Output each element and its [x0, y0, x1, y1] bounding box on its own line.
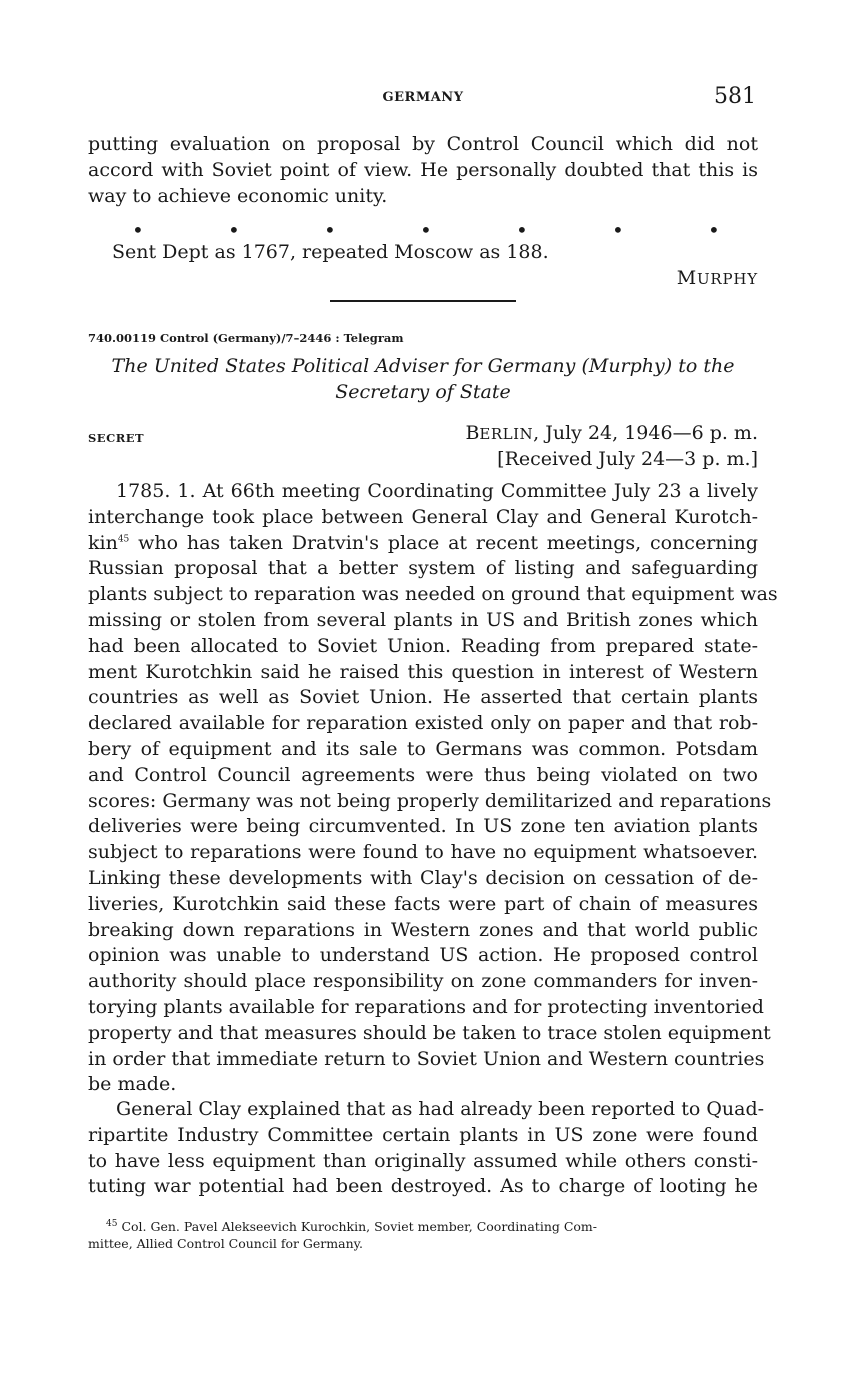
text-line: General Clay explained that as had already been reported to Quad- [116, 1098, 765, 1120]
text-line: tuting war potential had been destroyed. As to charge of looting he [88, 1175, 758, 1198]
classification-label: SECRET [88, 431, 145, 445]
signature-initial: M [676, 267, 697, 289]
title-line: Secretary of State [335, 381, 511, 403]
text-line: had been allocated to Soviet Union. Reading from prepared state- [88, 634, 758, 657]
text-line: and Control Council agreements were thus being violated on two [88, 763, 758, 786]
running-head [88, 84, 758, 112]
footnote-line: mittee, Allied Control Council for Germany. [88, 1236, 364, 1251]
text-line: 1785. 1. At 66th meeting Coordinating Committee July 23 a lively [116, 480, 758, 502]
footnote-marker: 45 [106, 1218, 118, 1229]
running-title: GERMANY [382, 90, 464, 105]
text-line: Russian proposal that a better system of listing and safeguarding [88, 557, 758, 580]
inline-text: kin [88, 531, 118, 554]
text-line: authority should place responsibility on zone commanders for inven- [88, 970, 758, 993]
ellipsis-dots: • • • • • • • [132, 218, 720, 242]
text-line: to have less equipment than originally assumed while others consti- [88, 1149, 758, 1172]
text-line: putting evaluation on proposal by Control Council which did not [88, 133, 758, 155]
text-line: scores: Germany was not being properly demilitarized and reparations [88, 789, 772, 812]
received-line: [Received July 24—3 p. m.] [497, 448, 758, 470]
text-line: property and that measures should be taken to trace stolen equipment [88, 1021, 771, 1044]
text-line: opinion was unable to understand US action. He proposed control [88, 944, 758, 967]
text-line: missing or stolen from several plants in US and British zones which [88, 608, 758, 631]
text-line: Linking these developments with Clay's decision on cessation of de- [88, 866, 758, 889]
text-line: interchange took place between General Clay and General Kurotch- [88, 505, 758, 528]
dateline [465, 422, 758, 444]
place-rest: ERLIN [479, 425, 534, 443]
signature-rest: URPHY [696, 270, 758, 288]
text-line: plants subject to reparation was needed on ground that equipment was [88, 583, 778, 606]
text-line: ripartite Industry Committee certain plants in US zone were found [88, 1123, 758, 1146]
body-paragraph [88, 1097, 765, 1200]
continuation-paragraph [88, 132, 758, 209]
footnote [88, 1218, 758, 1252]
document-title [88, 353, 758, 405]
sent-line: Sent Dept as 1767, repeated Moscow as 188. [112, 241, 549, 263]
body-paragraph [88, 479, 778, 1098]
footnote-line [88, 1218, 758, 1235]
section-divider [330, 300, 516, 302]
text-line: accord with Soviet point of view. He personally doubted that this is [88, 158, 758, 181]
text-line: ment Kurotchkin said he raised this question in interest of Western [88, 660, 758, 683]
text-line: torying plants available for reparations and for protecting inventoried [88, 995, 764, 1018]
text-line: liveries, Kurotchkin said these facts were part of chain of measures [88, 892, 758, 915]
footnote-text: Col. Gen. Pavel Alekseevich Kurochkin, Soviet member, Coordinating Com- [121, 1219, 598, 1234]
place-initial: B [465, 422, 480, 444]
text-line: subject to reparations were found to have no equipment whatsoever. [88, 841, 758, 864]
text-line [88, 531, 758, 557]
title-line: The United States Political Adviser for Germany (Murphy) to the [111, 355, 735, 377]
inline-text: who has taken Dratvin's place at recent meetings, concerning [138, 531, 758, 554]
text-line: bery of equipment and its sale to Germans was common. Potsdam [88, 737, 758, 760]
text-line: in order that immediate return to Soviet Union and Western countries [88, 1047, 765, 1070]
signature [677, 267, 758, 289]
text-line: way to achieve economic unity. [88, 184, 388, 207]
file-reference: 740.00119 Control (Germany)/7–2446 : Telegram [88, 331, 404, 345]
footnote-reference: 45 [117, 534, 130, 545]
text-line: deliveries were being circumvented. In US zone ten aviation plants [88, 815, 758, 838]
text-line: be made. [88, 1073, 177, 1096]
text-line: countries as well as Soviet Union. He asserted that certain plants [88, 686, 758, 709]
text-line: breaking down reparations in Western zones and that world public [88, 918, 758, 941]
date-text: , July 24, 1946—6 p. m. [533, 422, 758, 444]
page-number: 581 [714, 84, 756, 109]
text-line: declared available for reparation existed only on paper and that rob- [88, 712, 758, 735]
